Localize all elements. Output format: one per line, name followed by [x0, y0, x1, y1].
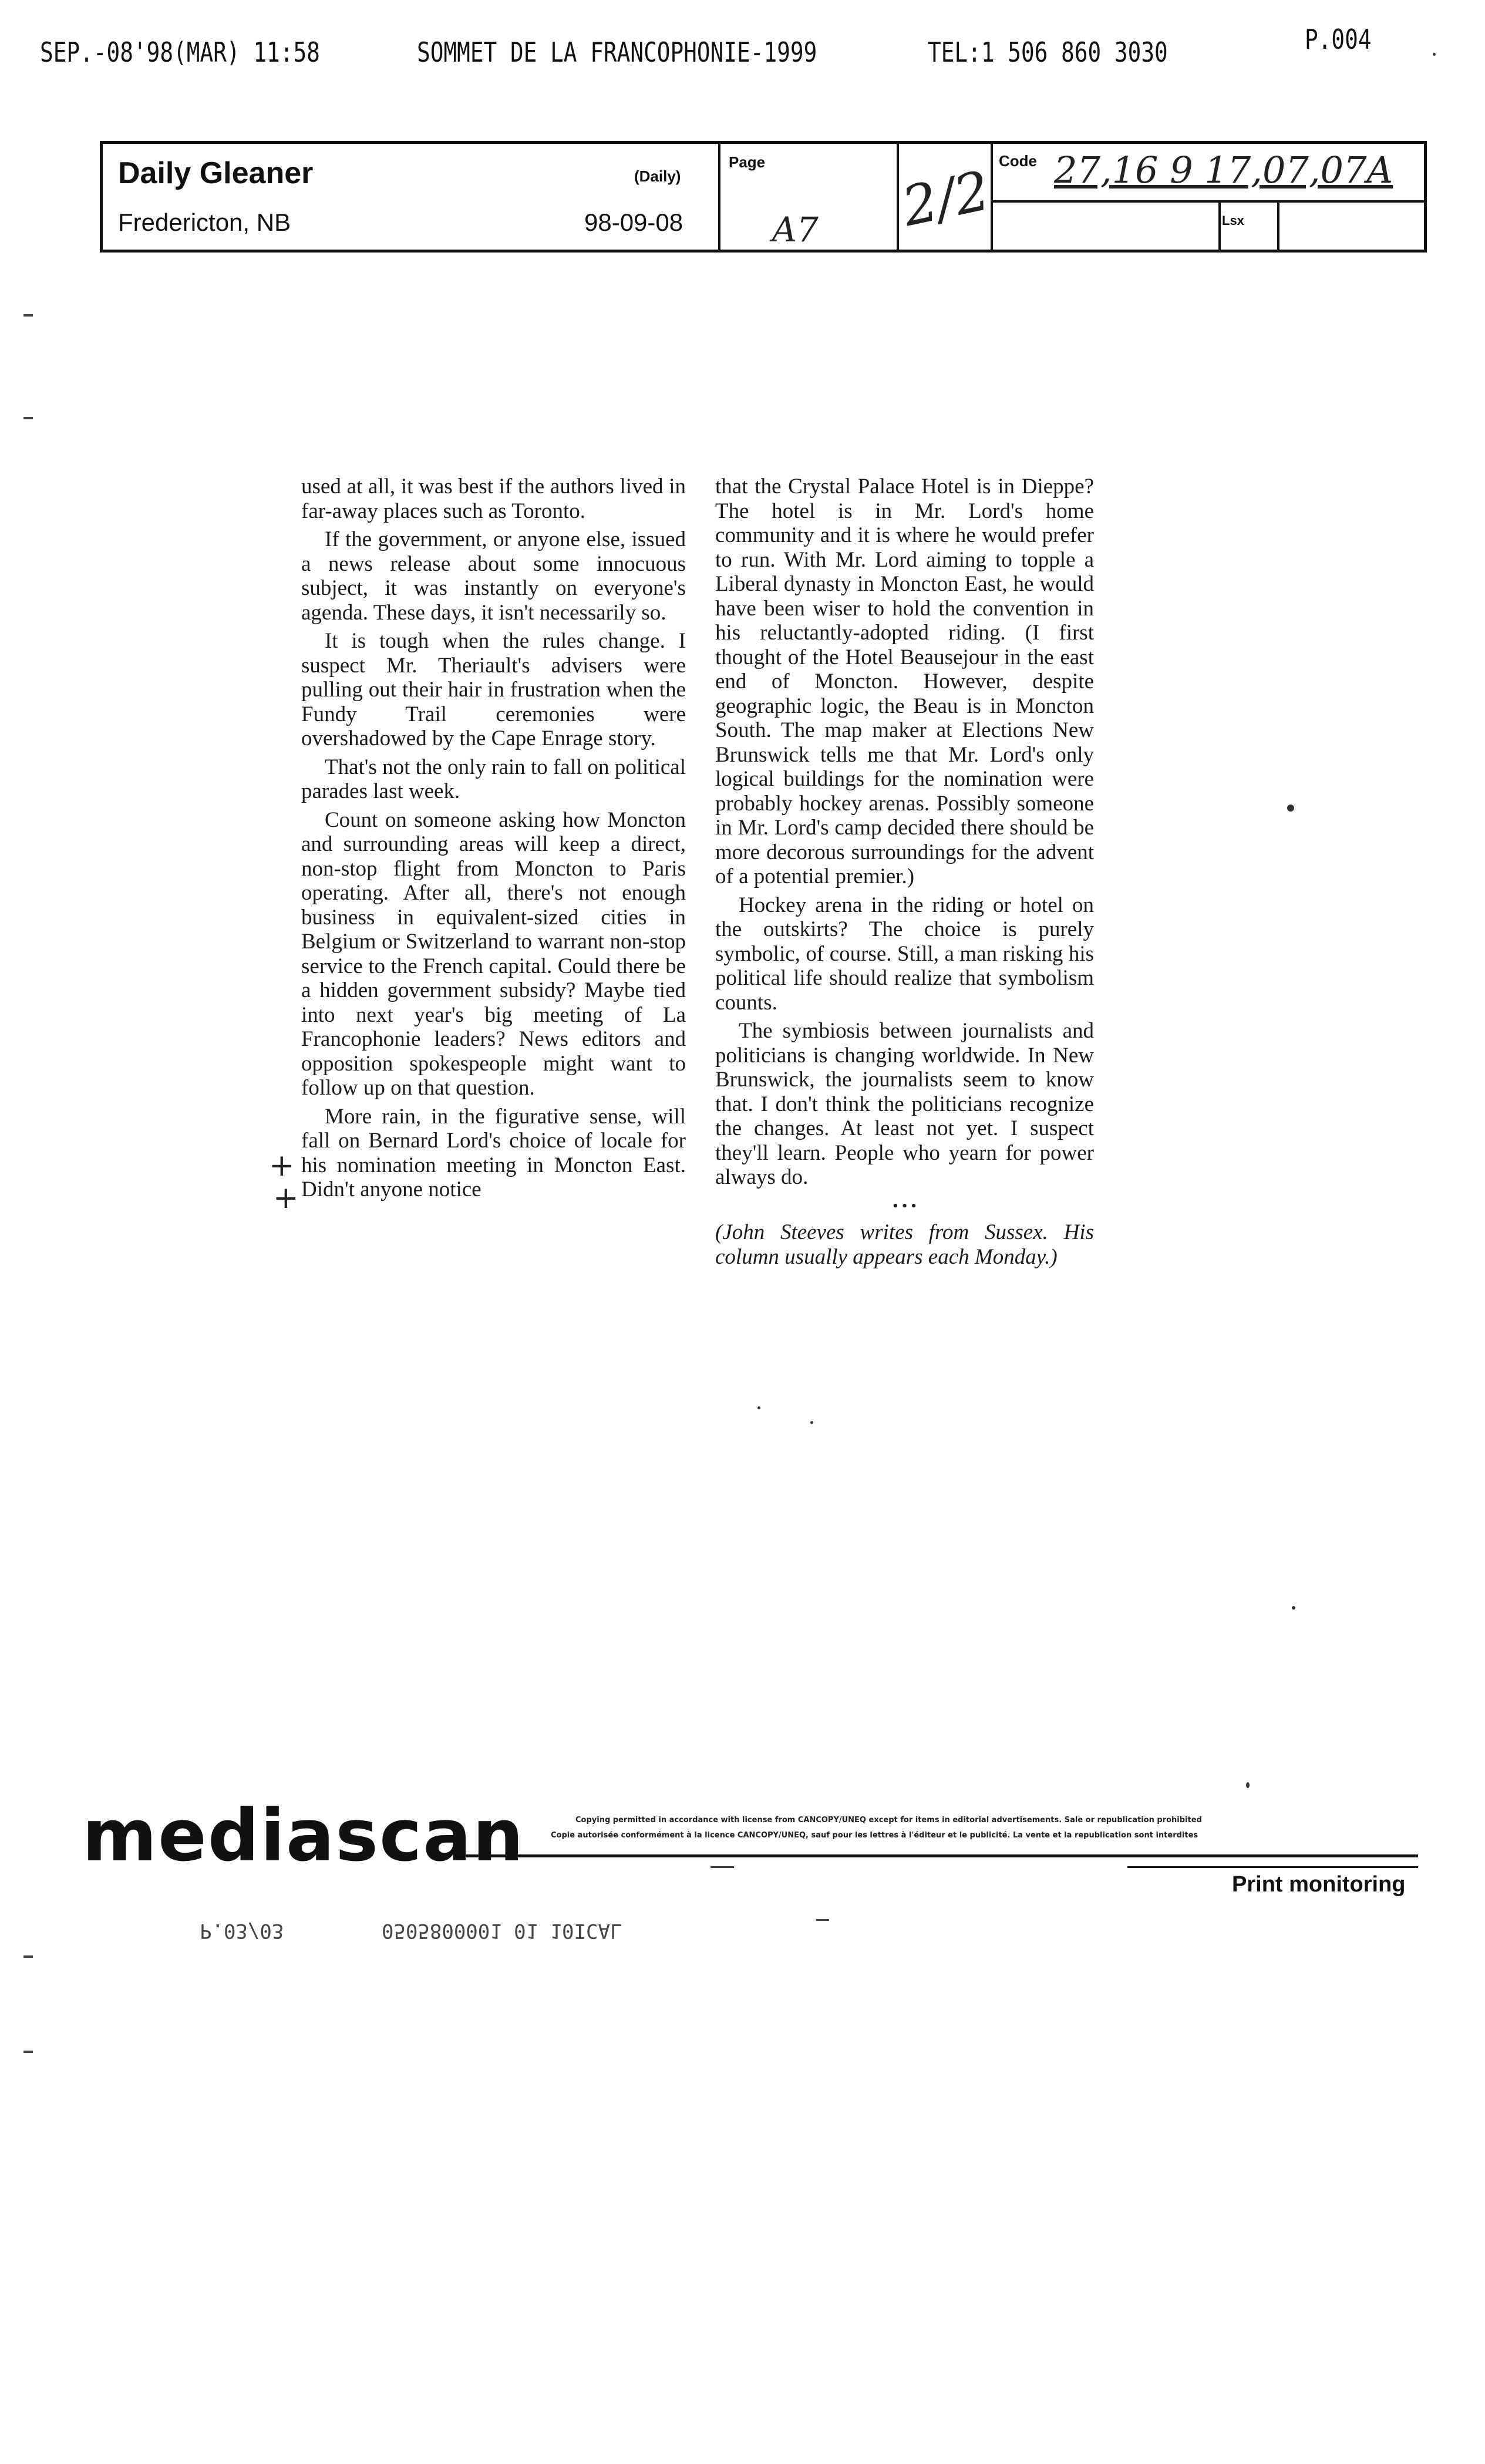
paragraph: used at all, it was best if the authors lived in far-away places such as Toronto.	[301, 474, 686, 523]
scan-mark	[23, 417, 33, 419]
margin-cross-mark: +	[269, 1148, 295, 1183]
author-note: (John Steeves writes from Sussex. His column usually appears each Monday.)	[715, 1220, 1094, 1269]
publication-name: Daily Gleaner	[118, 156, 314, 190]
scan-mark	[23, 1955, 33, 1958]
fax-sender: SOMMET DE LA FRANCOPHONIE-1999	[417, 36, 817, 68]
paragraph: That's not the only rain to fall on political parades last week.	[301, 755, 686, 803]
scan-speck	[1246, 1782, 1250, 1788]
paragraph: Hockey arena in the riding or hotel on the outskirts? The choice is purely symbolic, of course. Still, a man risking his political life should realize that symbolism counts.	[715, 893, 1094, 1015]
fax-date-time: SEP.-08'98(MAR) 11:58	[40, 36, 320, 68]
fax-trail-id: 0505800001 01 10ICAL	[382, 1919, 622, 1943]
paragraph: Count on someone asking how Moncton and surrounding areas will keep a direct, non-stop flight from Moncton to Paris operating. After all, there's not enough business in equivalent-sized cities in Belgium or Switzerland to warrant non-stop service to the French capital. Could there be a hidden government subsidy? Maybe tied into next year's big meeting of La Francophonie leaders? News editors and opposition spokespeople might want to follow up on that question.	[301, 807, 686, 1100]
print-monitoring-tagline: Print monitoring	[1232, 1872, 1406, 1897]
fax-page-number: P.004	[1305, 23, 1372, 55]
footer-rule-secondary	[1127, 1866, 1418, 1868]
paragraph: If the government, or anyone else, issued a news release about some innocuous subject, it was instantly on everyone's agenda. These days, it isn't necessarily so.	[301, 527, 686, 625]
scan-speck	[810, 1421, 813, 1424]
fax-telephone: TEL:1 506 860 3030	[928, 36, 1168, 68]
page-value: A7	[772, 210, 819, 250]
article-column-1	[301, 474, 686, 1206]
publication-date: 98-09-08	[584, 208, 683, 236]
scan-mark	[23, 2051, 33, 2053]
publication-location: Fredericton, NB	[118, 208, 291, 236]
scan-mark	[816, 1919, 829, 1921]
copyright-notice-fr: Copie autorisée conformément à la licence CANCOPY/UNEQ, sauf pour les lettres à l'éditeur et le publicité. La vente et la republication sont interdites	[551, 1831, 1198, 1840]
scan-speck	[1292, 1606, 1295, 1610]
scan-speck	[1433, 53, 1436, 56]
mediascan-logo: mediascan	[82, 1794, 525, 1877]
scan-mark	[710, 1866, 734, 1868]
margin-cross-mark: +	[273, 1180, 299, 1216]
clipping-header-box	[100, 141, 1427, 253]
scan-mark	[23, 314, 33, 317]
footer-rule	[455, 1854, 1418, 1857]
publication-frequency: (Daily)	[634, 167, 681, 185]
scan-speck	[1287, 804, 1294, 812]
code-value: 27,16 9 17,07,07A	[1054, 149, 1393, 191]
paragraph: that the Crystal Palace Hotel is in Dieppe? The hotel is in Mr. Lord's home community and it is where he would prefer to run. With Mr. Lord aiming to topple a Liberal dynasty in Moncton East, he would have been wiser to hold the convention in his reluctantly-adopted riding. (I first thought of the Hotel Beausejour in the east end of Moncton. However, despite geographic logic, the Beau is in Moncton South. The map maker at Elections New Brunswick tells me that Mr. Lord's only logical buildings for the nomination were probably hockey arenas. Possibly someone in Mr. Lord's camp decided there should be more decorous surroundings for the advent of a potential premier.)	[715, 474, 1094, 888]
paragraph: The symbiosis between journalists and politicians is changing worldwide. In New Brunswick, the journalists seem to know that. I don't think the politicians recognize the changes. At least not yet. I suspect they'll learn. People who yearn for power always do.	[715, 1019, 1094, 1189]
paragraph: More rain, in the figurative sense, will fall on Bernard Lord's choice of locale for his nomination meeting in Moncton East. Didn't anyone notice	[301, 1104, 686, 1201]
fax-trail-page: P.03/03	[200, 1919, 284, 1943]
section-divider: • • •	[893, 1197, 917, 1214]
article-column-2	[715, 474, 1094, 1273]
paragraph: It is tough when the rules change. I suspect Mr. Theriault's advisers were pulling out their hair in frustration when the Fundy Trail ceremonies were overshadowed by the Cape Enrage story.	[301, 629, 686, 750]
code-box-label: Lsx	[1222, 213, 1244, 228]
page-fraction: 2/2	[897, 159, 995, 239]
copyright-notice-en: Copying permitted in accordance with license from CANCOPY/UNEQ except for items in editorial advertisements. Sale or republication prohibited	[575, 1816, 1202, 1825]
page-label: Page	[729, 153, 766, 171]
scan-speck	[757, 1406, 760, 1409]
code-label: Code	[999, 152, 1037, 170]
